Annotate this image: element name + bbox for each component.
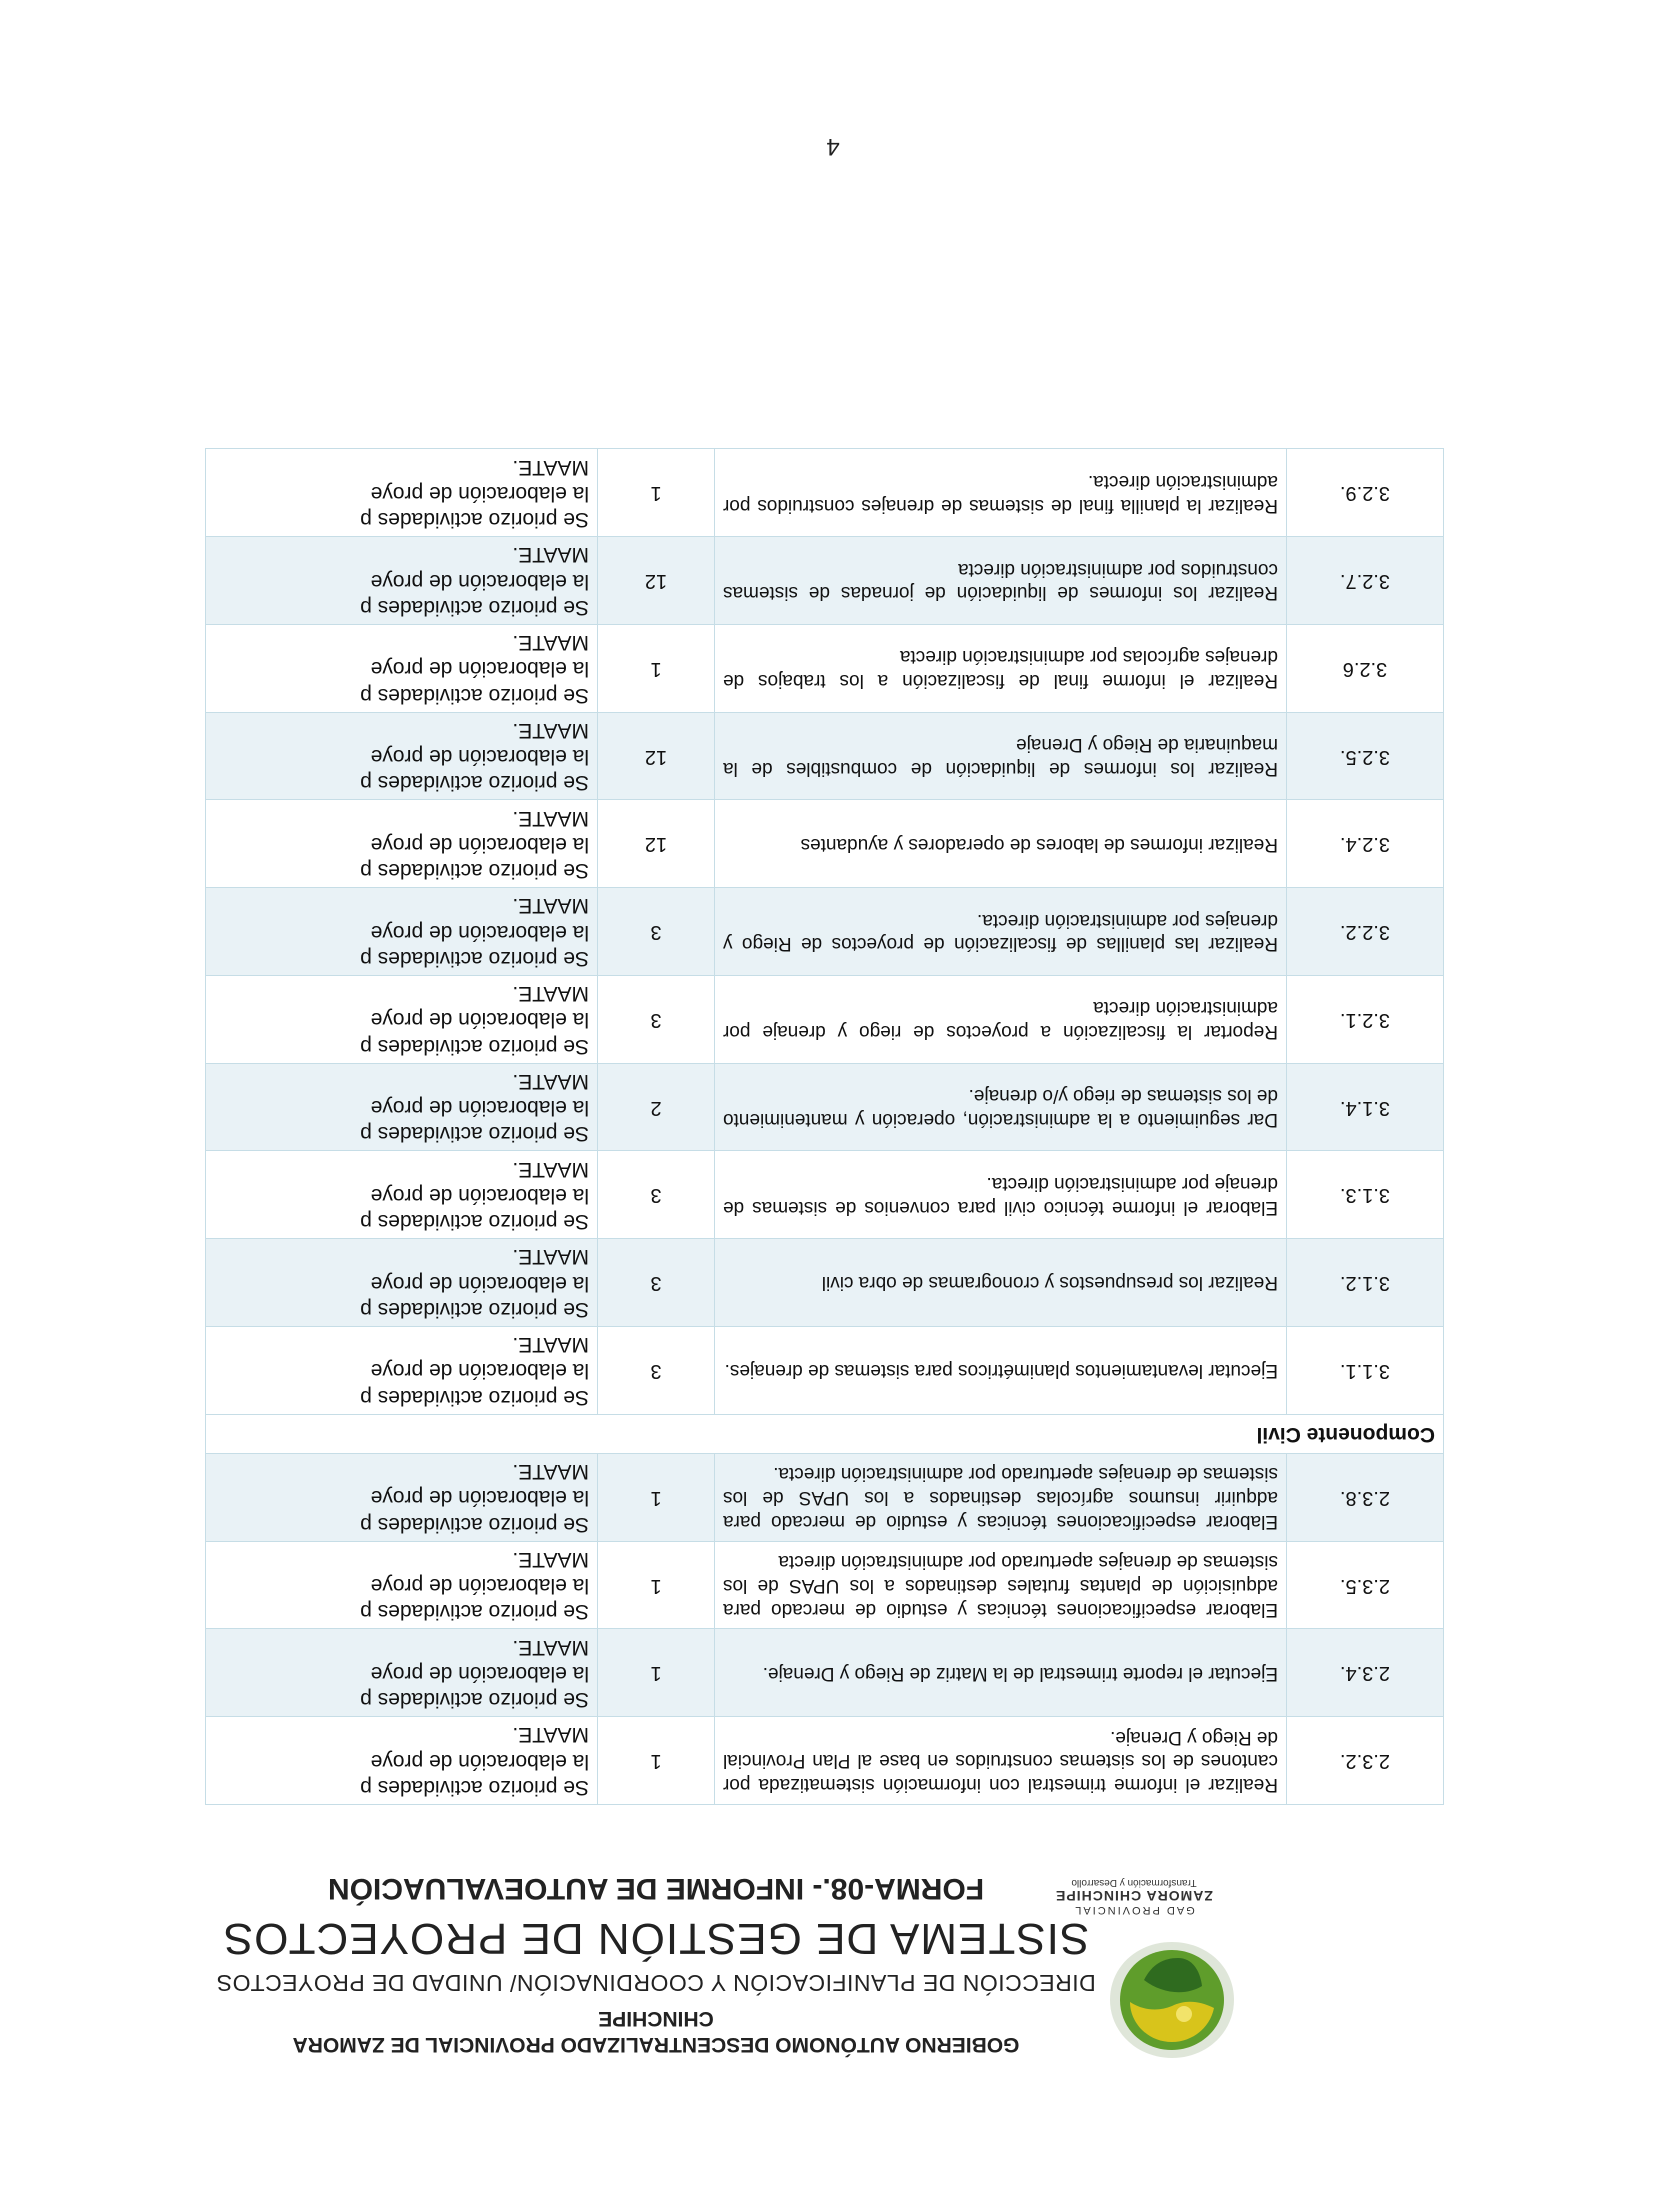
activity-quantity: 2	[598, 1063, 715, 1151]
activity-code: 3.1.4.	[1287, 1063, 1444, 1151]
table-row	[206, 976, 1444, 1064]
activity-code: 2.3.2.	[1287, 1717, 1444, 1805]
activity-code: 3.2.7.	[1287, 537, 1444, 625]
observation-line: la elaboración de proye	[370, 1359, 589, 1383]
activity-code: 3.1.1.	[1287, 1327, 1444, 1415]
observation-line: Se priorizo actividades p	[360, 859, 589, 883]
observation-line: MAATE.	[512, 1245, 589, 1269]
table-section-a	[206, 1454, 1444, 1805]
activity-observation	[206, 888, 598, 976]
activity-quantity: 1	[598, 1629, 715, 1717]
activity-quantity: 1	[598, 449, 715, 537]
activity-observation	[206, 1454, 598, 1542]
activity-observation	[206, 1151, 598, 1239]
activity-description: Ejecutar levantamientos planimétricos para sistemas de drenajes.	[715, 1327, 1287, 1415]
form-title: FORMA-08.- INFORME DE AUTOEVALUACIÓN	[327, 1872, 985, 1905]
observation-line: MAATE.	[512, 1635, 589, 1659]
observation-line: MAATE.	[512, 543, 589, 567]
activity-quantity: 3	[598, 976, 715, 1064]
observation-line: Se priorizo actividades p	[360, 683, 589, 707]
table-row	[206, 1239, 1444, 1327]
activity-code: 3.2.5.	[1287, 712, 1444, 800]
observation-line: Se priorizo actividades p	[360, 947, 589, 970]
observation-line: la elaboración de proye	[370, 1184, 589, 1207]
activity-observation	[206, 800, 598, 888]
observation-line: MAATE.	[512, 1723, 589, 1747]
observation-line: MAATE.	[512, 719, 589, 742]
observation-line: la elaboración de proye	[370, 833, 589, 856]
institution-name-cont: CHINCHIPE	[598, 2007, 714, 2030]
activity-description: Reportar la fiscalización a proyectos de riego y drenaje por administración directa	[715, 976, 1287, 1064]
observation-line: Se priorizo actividades p	[360, 1600, 589, 1624]
observation-line: MAATE.	[512, 806, 589, 830]
activity-observation	[206, 537, 598, 625]
activity-description: Realizar los informes de liquidación de jornadas de sistemas construidos por administración directa	[715, 537, 1287, 625]
activity-quantity: 1	[598, 1541, 715, 1629]
activity-code: 2.3.8.	[1287, 1454, 1444, 1542]
activity-description: Elaborar especificaciones técnicas y estudio de mercado para adquirir insumos agrícolas destinados a los UPAS de los sistemas de drenajes aperturado por administración directa.	[715, 1454, 1287, 1542]
observation-line: la elaboración de proye	[370, 482, 589, 505]
observation-line: la elaboración de proye	[370, 1271, 589, 1295]
observation-line: Se priorizo actividades p	[360, 1776, 589, 1799]
activity-description: Elaborar el informe técnico civil para convenios de sistemas de drenaje por administración directa.	[715, 1151, 1287, 1239]
document-header	[86, 1871, 1226, 2080]
observation-line: MAATE.	[512, 982, 589, 1006]
activity-observation	[206, 712, 598, 800]
table-section-b	[206, 449, 1444, 1414]
page-number: 4	[826, 133, 840, 160]
observation-line: la elaboración de proye	[370, 1486, 589, 1510]
activity-code: 3.2.9.	[1287, 449, 1444, 537]
observation-line: MAATE.	[512, 1070, 589, 1093]
observation-line: Se priorizo actividades p	[360, 1210, 589, 1234]
observation-line: la elaboración de proye	[370, 657, 589, 681]
activity-observation	[206, 449, 598, 537]
observation-line: Se priorizo actividades p	[360, 1688, 589, 1712]
table-row	[206, 1151, 1444, 1239]
activity-observation	[206, 976, 598, 1064]
activity-code: 3.1.2.	[1287, 1239, 1444, 1327]
observation-line: MAATE.	[512, 1460, 589, 1484]
observation-line: Se priorizo actividades p	[360, 1298, 589, 1321]
activity-description: Realizar el informe final de fiscalización a los trabajos de drenajes agrícolas por administración directa	[715, 625, 1287, 713]
activity-quantity: 12	[598, 800, 715, 888]
observation-line: la elaboración de proye	[370, 569, 589, 593]
observation-line: MAATE.	[512, 1157, 589, 1181]
activity-description: Realizar los informes de liquidación de combustibles de la maquinaria de Riego y Drenaje	[715, 712, 1287, 800]
system-title: SISTEMA DE GESTIÓN DE PROYECTOS	[222, 1914, 1090, 1963]
table-row	[206, 537, 1444, 625]
activity-quantity: 12	[598, 712, 715, 800]
observation-line: Se priorizo actividades p	[360, 1512, 589, 1536]
activity-code: 3.2.6	[1287, 625, 1444, 713]
brand-line-2: ZAMORA CHINCHIPE	[1055, 1888, 1213, 1904]
section-label: Componente Civil	[206, 1414, 1444, 1453]
observation-line: Se priorizo actividades p	[360, 771, 589, 795]
observation-line: MAATE.	[512, 1333, 589, 1357]
observation-line: Se priorizo actividades p	[360, 1385, 589, 1409]
table-row	[206, 1327, 1444, 1415]
activity-observation	[206, 625, 598, 713]
activity-observation	[206, 1541, 598, 1629]
observation-line: MAATE.	[512, 894, 589, 918]
brand-line-3: Transformación y Desarrollo	[1071, 1877, 1197, 1888]
activity-quantity: 1	[598, 1454, 715, 1542]
activity-description: Ejecutar el reporte trimestral de la Matriz de Riego y Drenaje.	[715, 1629, 1287, 1717]
activity-observation	[206, 1063, 598, 1151]
activity-code: 3.1.3.	[1287, 1151, 1444, 1239]
observation-line: Se priorizo actividades p	[360, 596, 589, 619]
table-row	[206, 1541, 1444, 1629]
observation-line: la elaboración de proye	[370, 745, 589, 769]
table-row	[206, 1629, 1444, 1717]
table-row	[206, 449, 1444, 537]
department-name: DIRECCIÓN DE PLANIFICACIÓN Y COORDINACIÓN/ UNIDAD DE PROYECTOS	[216, 1970, 1096, 1996]
activity-description: Realizar los presupuestos y cronogramas de obra civil	[715, 1239, 1287, 1327]
observation-line: la elaboración de proye	[370, 1574, 589, 1598]
observation-line: MAATE.	[512, 1548, 589, 1571]
institution-name: GOBIERNO AUTÓNOMO DESCENTRALIZADO PROVINCIAL DE ZAMORA	[292, 2033, 1020, 2056]
activity-description: Realizar el informe trimestral con información sistematizada por cantones de los sistemas construidos en base al Plan Provincial de Riego y Drenaje.	[715, 1717, 1287, 1805]
observation-line: MAATE.	[512, 631, 589, 655]
activity-code: 3.2.1.	[1287, 976, 1444, 1064]
observation-line: la elaboración de proye	[370, 1749, 589, 1773]
table-row	[206, 1063, 1444, 1151]
observation-line: la elaboración de proye	[370, 1662, 589, 1685]
observation-line: la elaboración de proye	[370, 1008, 589, 1032]
brand-line-1: GAD PROVINCIAL	[1073, 1904, 1195, 1916]
table-row	[206, 800, 1444, 888]
observation-line: MAATE.	[512, 455, 589, 479]
activity-description: Dar seguimiento a la administración, operación y mantenimiento de los sistemas de riego y/o drenaje.	[715, 1063, 1287, 1151]
activity-code: 2.3.4.	[1287, 1629, 1444, 1717]
table-row	[206, 625, 1444, 713]
observation-line: Se priorizo actividades p	[360, 1122, 589, 1146]
observation-line: la elaboración de proye	[370, 1096, 589, 1120]
activity-code: 2.3.5.	[1287, 1541, 1444, 1629]
table-row	[206, 712, 1444, 800]
table-section-label	[206, 1414, 1444, 1453]
section-row	[206, 1414, 1444, 1453]
observation-line: la elaboración de proye	[370, 920, 589, 944]
activity-quantity: 3	[598, 1239, 715, 1327]
activity-observation	[206, 1327, 598, 1415]
activity-observation	[206, 1239, 598, 1327]
table-row	[206, 888, 1444, 976]
activity-observation	[206, 1629, 598, 1717]
activity-code: 3.2.2.	[1287, 888, 1444, 976]
activity-quantity: 12	[598, 537, 715, 625]
table-row	[206, 1454, 1444, 1542]
observation-line: Se priorizo actividades p	[360, 508, 589, 532]
observation-line: Se priorizo actividades p	[360, 1034, 589, 1058]
activity-description: Realizar informes de labores de operadores y ayudantes	[715, 800, 1287, 888]
activity-quantity: 3	[598, 1151, 715, 1239]
activity-code: 3.2.4.	[1287, 800, 1444, 888]
activity-description: Realizar las planillas de fiscalización de proyectos de Riego y drenajes por administración directa.	[715, 888, 1287, 976]
activities-table	[205, 449, 1444, 1806]
activity-quantity: 3	[598, 888, 715, 976]
activity-description: Realizar la planilla final de sistemas de drenajes construidos por administración directa.	[715, 449, 1287, 537]
activity-quantity: 3	[598, 1327, 715, 1415]
activity-description: Elaborar especificaciones técnicas y estudio de mercado para adquisición de plantas frutales destinados a los UPAS de los sistemas de drenajes aperturado por administración directa	[715, 1541, 1287, 1629]
activity-quantity: 1	[598, 625, 715, 713]
activity-quantity: 1	[598, 1717, 715, 1805]
activity-observation	[206, 1717, 598, 1805]
table-row	[206, 1717, 1444, 1805]
